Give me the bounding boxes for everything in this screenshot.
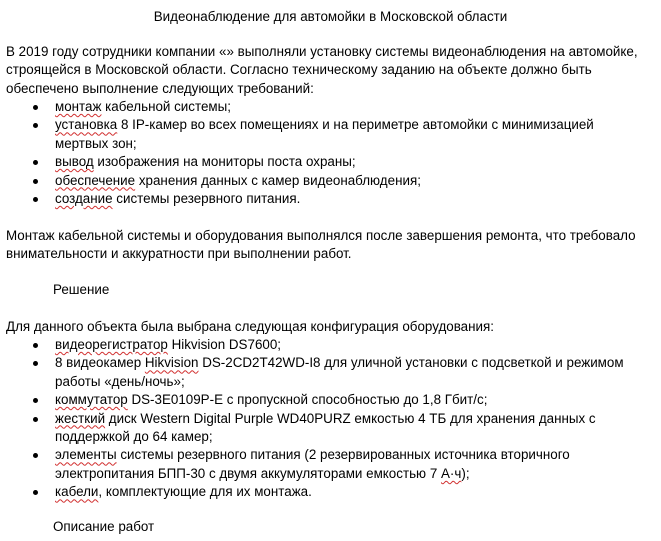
list-item [0, 483, 661, 501]
requirements-list [0, 98, 661, 208]
list-item [0, 172, 661, 190]
intro-paragraph: В 2019 году сотрудники компании «» выполняли установку системы видеонаблюдения на автомойке, строящейся в Московской области. Согласно техническому заданию на объекте должно быть обеспечено выполнение следующих требований: [6, 44, 638, 96]
bullet-icon [33, 361, 38, 366]
list-item [0, 116, 661, 153]
list-item-text: изображения на мониторы поста охраны; [93, 154, 356, 170]
list-item-text: диск Western Digital Purple WD40PURZ емкостью 4 ТБ для хранения данных с поддержкой до 64 камер; [55, 410, 596, 445]
list-item-text: DS-3E0109P-E с пропускной способностью до 1,8 Гбит/с; [127, 392, 488, 408]
list-item-text: системы резервного питания (2 резервированных источника вторичного электропитания БПП-30 с двумя аккумуляторами емкостью 7 [55, 447, 570, 481]
list-item-text: 8 IP-камер во всех помещениях и на периметре автомойки с минимизацией мертвых зон; [55, 117, 594, 151]
bullet-icon [33, 343, 38, 348]
list-item [0, 190, 661, 208]
list-item-text: , комплектующие для их монтажа. [98, 484, 312, 500]
list-item-keyword: видеорегистратор [55, 337, 168, 352]
list-item-keyword: кабели [55, 484, 99, 500]
bullet-icon [33, 197, 38, 202]
list-item-unit: А·ч [440, 465, 462, 481]
list-item-keyword: монтаж [55, 99, 102, 114]
list-item [0, 446, 661, 483]
list-item-tail: ); [461, 465, 470, 481]
list-item-keyword: вывод [55, 154, 94, 170]
list-item-keyword: создание [55, 191, 113, 207]
config-intro-paragraph: Для данного объекта была выбрана следующая конфигурация оборудования: [6, 319, 494, 334]
list-item-keyword: 8 видеокамер [55, 355, 145, 371]
list-item-text: кабельной системы; [101, 99, 231, 114]
list-item-text: DS-2CD2T42WD-I8 для уличной установки с подсветкой и режимом работы «день/ночь»; [55, 355, 624, 389]
solution-heading: Решение [53, 282, 110, 297]
list-item [0, 410, 661, 447]
document-title: Видеонаблюдение для автомойки в Московской области [153, 9, 508, 24]
list-item-text: хранения данных с камер видеонаблюдения; [135, 172, 421, 188]
bullet-icon [33, 398, 38, 403]
list-item-keyword: обеспечение [55, 172, 136, 188]
equipment-list [0, 336, 661, 502]
bullet-icon [33, 453, 38, 458]
list-item-keyword: элементы [55, 447, 117, 463]
list-item-text: Hikvision DS7600; [167, 337, 282, 352]
list-item [0, 336, 661, 354]
list-item-keyword: установка [55, 117, 118, 133]
bullet-icon [33, 160, 38, 165]
works-heading: Описание работ [53, 519, 155, 534]
list-item [0, 354, 661, 391]
bullet-icon [33, 123, 38, 128]
list-item-keyword: коммутатор [55, 392, 128, 408]
bullet-icon [33, 179, 38, 184]
list-item-keyword: жесткий [55, 410, 106, 426]
list-item [0, 98, 661, 116]
list-item-text: системы резервного питания. [112, 191, 301, 207]
bullet-icon [33, 105, 38, 110]
bullet-icon [33, 490, 38, 495]
list-item [0, 153, 661, 171]
list-item-brand: Hikvision [144, 355, 199, 371]
mounting-note-paragraph: Монтаж кабельной системы и оборудования выполнялся после завершения ремонта, что требовало внимательности и аккуратности при выполнении работ. [6, 228, 636, 262]
list-item [0, 391, 661, 409]
bullet-icon [33, 417, 38, 422]
